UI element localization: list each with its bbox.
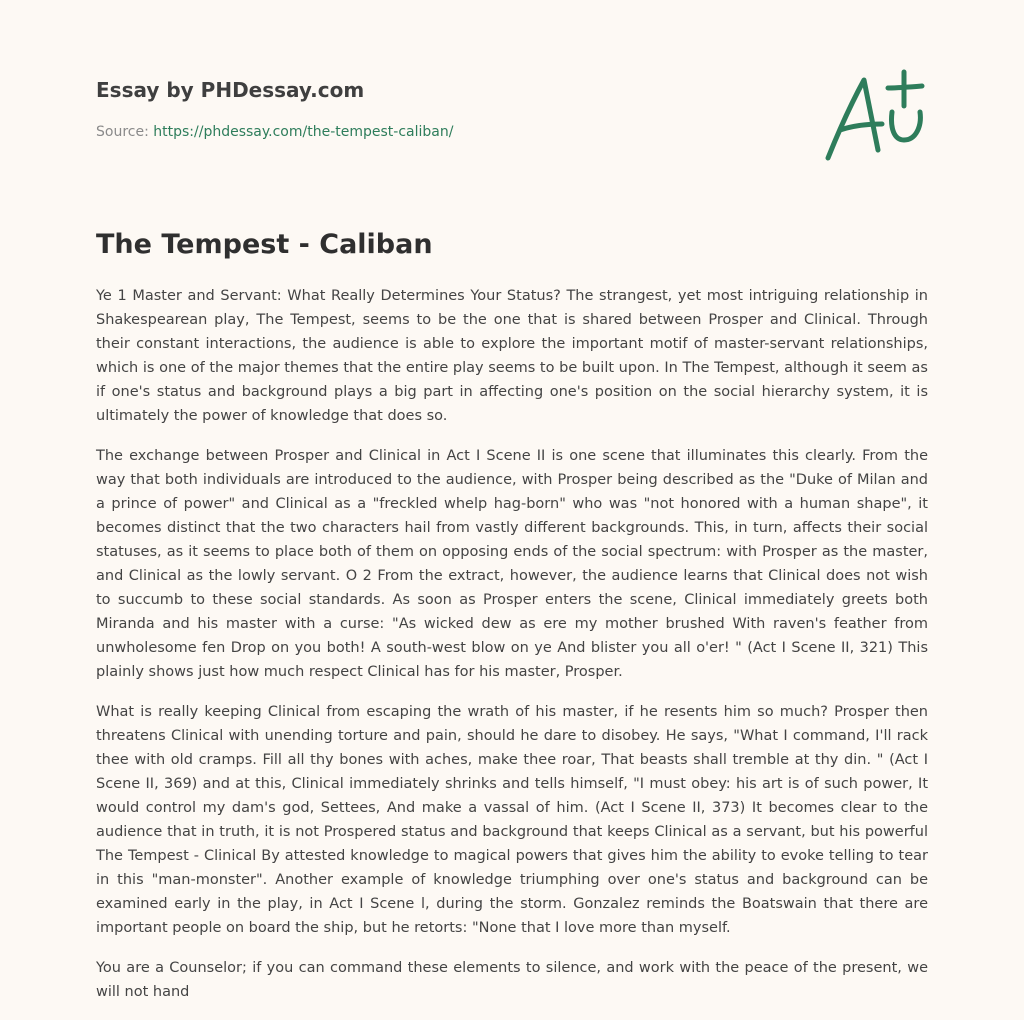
paragraph-1: Ye 1 Master and Servant: What Really Determines Your Status? The strangest, yet most intriguing relationship in Shakespearean play, The Tempest, seems to be the one that is shared between Prosper and Clinical. Through their constant interactions, the audience is able to explore the important motif of master-servant relationships, which is one of the major themes that the entire play seems to be built upon. In The Tempest, although it seem as if one's status and background plays a big part in affecting one's position on the social hierarchy system, it is ultimately the power of knowledge that does so. [96,288,928,424]
site-title: Essay by PHDessay.com [96,78,365,102]
source-line [96,122,796,142]
source-label: Source: [96,124,149,140]
a-plus-logo-icon [818,66,930,166]
a-plus-logo [818,66,930,166]
paragraph-2: The exchange between Prosper and Clinical in Act I Scene II is one scene that illuminates this clearly. From the way that both individuals are introduced to the audience, with Prosper being described as the "Duke of Milan and a prince of power" and Clinical as a "freckled whelp hag-born" who was "not honored with a human shape", it becomes distinct that the two characters hail from vastly different backgrounds. This, in turn, affects their social statuses, as it seems to place both of them on opposing ends of the social spectrum: with Prosper as the master, and Clinical as the lowly servant. O 2 From the extract, however, the audience learns that Clinical does not wish to succumb to these social standards. As soon as Prosper enters the scene, Clinical immediately greets both Miranda and his master with a curse: "As wicked dew as ere my mother brushed With raven's feather from unwholesome fen Drop on you both! A south-west blow on ye And blister you all o'er! " (Act I Scene II, 321) This plainly shows just how much respect Clinical has for his master, Prosper. [96,448,928,680]
page-header [96,76,796,142]
paragraph-3: What is really keeping Clinical from escaping the wrath of his master, if he resents him so much? Prosper then threatens Clinical with unending torture and pain, should he dare to disobey. He says, "What I command, I'll rack thee with old cramps. Fill all thy bones with aches, make thee roar, That beasts shall tremble at thy din. " (Act I Scene II, 369) and at this, Clinical immediately shrinks and tells himself, "I must obey: his art is of such power, It would control my dam's god, Settees, And make a vassal of him. (Act I Scene II, 373) It becomes clear to the audience that in truth, it is not Prospered status and background that keeps Clinical as a servant, but his powerful The Tempest - Clinical By attested knowledge to magical powers that gives him the ability to evoke telling to tear in this "man-monster". Another example of knowledge triumphing over one's status and background can be examined early in the play, in Act I Scene l, during the storm. Gonzalez reminds the Boatswain that there are important people on board the ship, but he retorts: "None that I love more than myself. [96,704,928,936]
document-body [96,284,928,1020]
paragraph-4: You are a Counselor; if you can command these elements to silence, and work with the peace of the present, we will not hand [96,960,928,1000]
document-title: The Tempest - Caliban [96,229,433,260]
source-link[interactable]: https://phdessay.com/the-tempest-caliban/ [153,124,454,140]
